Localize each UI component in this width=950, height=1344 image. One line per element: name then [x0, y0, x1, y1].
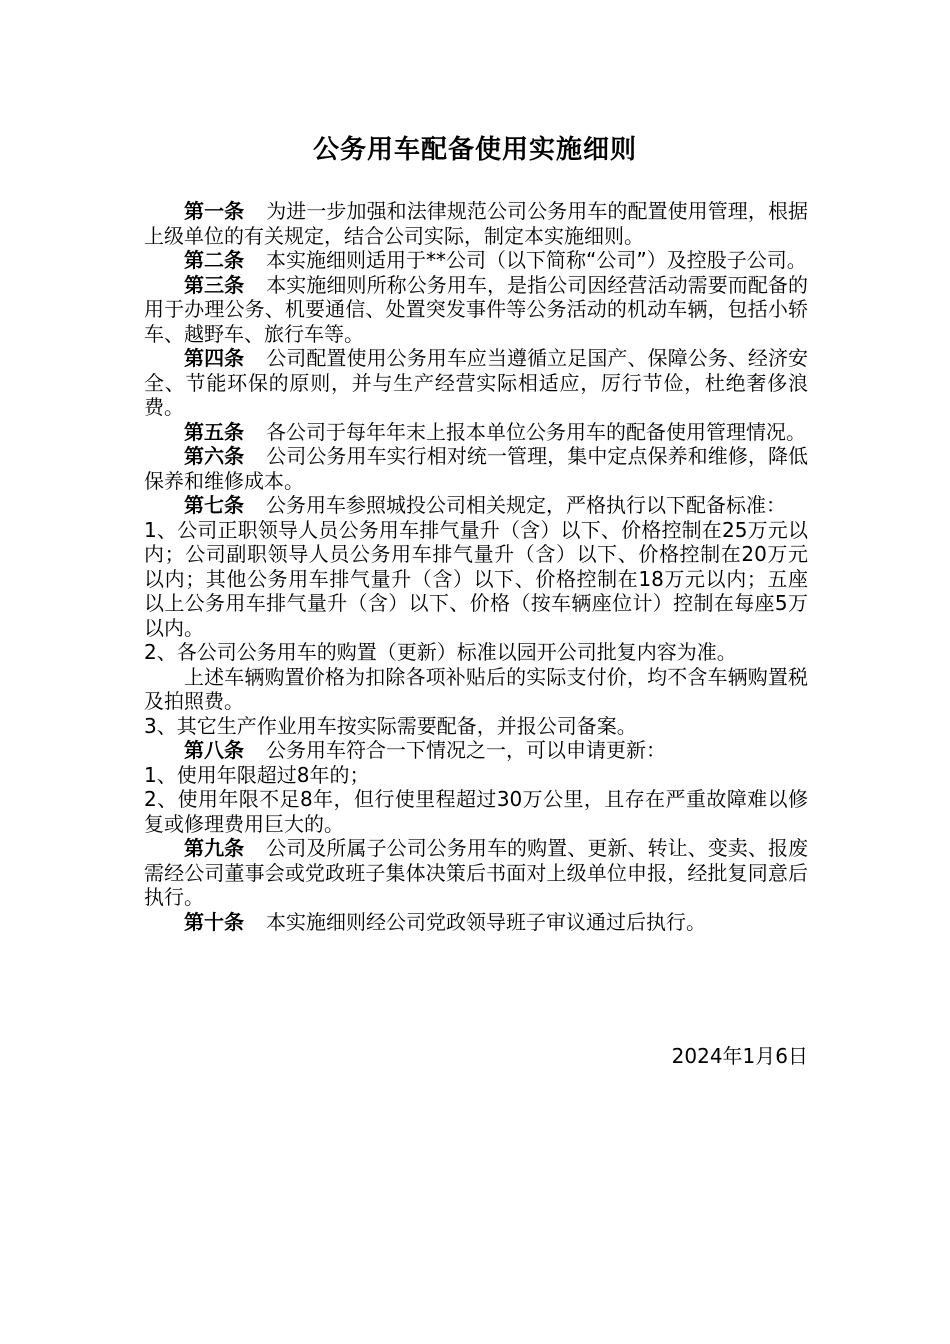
- article-heading: 第七条: [184, 493, 244, 517]
- article-text: 本实施细则适用于**公司（以下简称“公司”）及控股子公司。: [266, 248, 807, 272]
- article-heading: 第二条: [184, 248, 244, 272]
- article-text: 为进一步加强和法律规范公司公务用车的配置使用管理，根据上级单位的有关规定，结合公司实际，制定本实施细则。: [144, 199, 809, 248]
- article-7-item-2: 2、各公司公务用车的购置（更新）标准以园开公司批复内容为准。: [144, 640, 737, 664]
- document-title: 公务用车配备使用实施细则: [312, 135, 637, 165]
- article-heading: 第六条: [184, 444, 245, 468]
- document-date: 2024年1月6日: [671, 1044, 808, 1068]
- article-7: [144, 493, 808, 518]
- article-8-item-2: 2、使用年限不足8年，但行使里程超过30万公里，且存在严重故障难以修复或修理费用巨大的。: [144, 787, 808, 836]
- article-1: [144, 199, 808, 248]
- article-7-note: 上述车辆购置价格为扣除各项补贴后的实际支付价，均不含车辆购置税及拍照费。: [144, 664, 808, 713]
- article-text: 公务用车参照城投公司相关规定，严格执行以下配备标准：: [266, 493, 786, 517]
- article-text: 本实施细则经公司党政领导班子审议通过后执行。: [266, 909, 706, 934]
- article-heading: 第八条: [184, 738, 244, 762]
- article-3: [144, 273, 808, 347]
- article-text: 本实施细则所称公务用车，是指公司因经营活动需要而配备的用于办理公务、机要通信、处置突发事件等公务活动的机动车辆，包括小轿车、越野车、旅行车等。: [144, 272, 809, 346]
- article-8-item-1: 1、使用年限超过8年的；: [144, 762, 370, 787]
- article-4: [144, 346, 808, 420]
- article-9: [144, 836, 808, 910]
- article-7-item-3: 3、其它生产作业用车按实际需要配备，并报公司备案。: [144, 713, 637, 738]
- article-10: [144, 910, 808, 935]
- article-heading: 第五条: [184, 419, 244, 444]
- article-text: 公司配置使用公务用车应当遵循立足国产、保障公务、经济安全、节能环保的原则，并与生产经营实际相适应，厉行节俭，杜绝奢侈浪费。: [144, 346, 809, 419]
- article-heading: 第九条: [184, 836, 245, 860]
- article-6: [144, 444, 808, 493]
- article-text: 公司公务用车实行相对统一管理，集中定点保养和维修，降低保养和维修成本。: [144, 444, 809, 493]
- article-text: 各公司于每年年末上报本单位公务用车的配备使用管理情况。: [266, 419, 806, 444]
- article-heading: 第一条: [184, 199, 245, 223]
- document-body: [144, 199, 808, 934]
- article-8: [144, 738, 808, 763]
- article-5: [144, 420, 808, 445]
- article-2: [144, 248, 808, 273]
- article-heading: 第四条: [184, 346, 245, 370]
- article-heading: 第十条: [184, 909, 244, 934]
- article-text: 公务用车符合一下情况之一，可以申请更新：: [266, 738, 666, 762]
- article-7-item-1: 1、公司正职领导人员公务用车排气量升（含）以下、价格控制在25万元以内；公司副职领导人员公务用车排气量升（含）以下、价格控制在20万元以内；其他公务用车排气量升（含）以下、价格控制在18万元以内；五座以上公务用车排气量升（含）以下、价格（按车辆座位计）控制在每座5万以内。: [144, 517, 808, 640]
- article-text: 公司及所属子公司公务用车的购置、更新、转让、变卖、报废需经公司董事会或党政班子集体决策后书面对上级单位申报，经批复同意后执行。: [144, 836, 809, 909]
- article-heading: 第三条: [184, 272, 245, 297]
